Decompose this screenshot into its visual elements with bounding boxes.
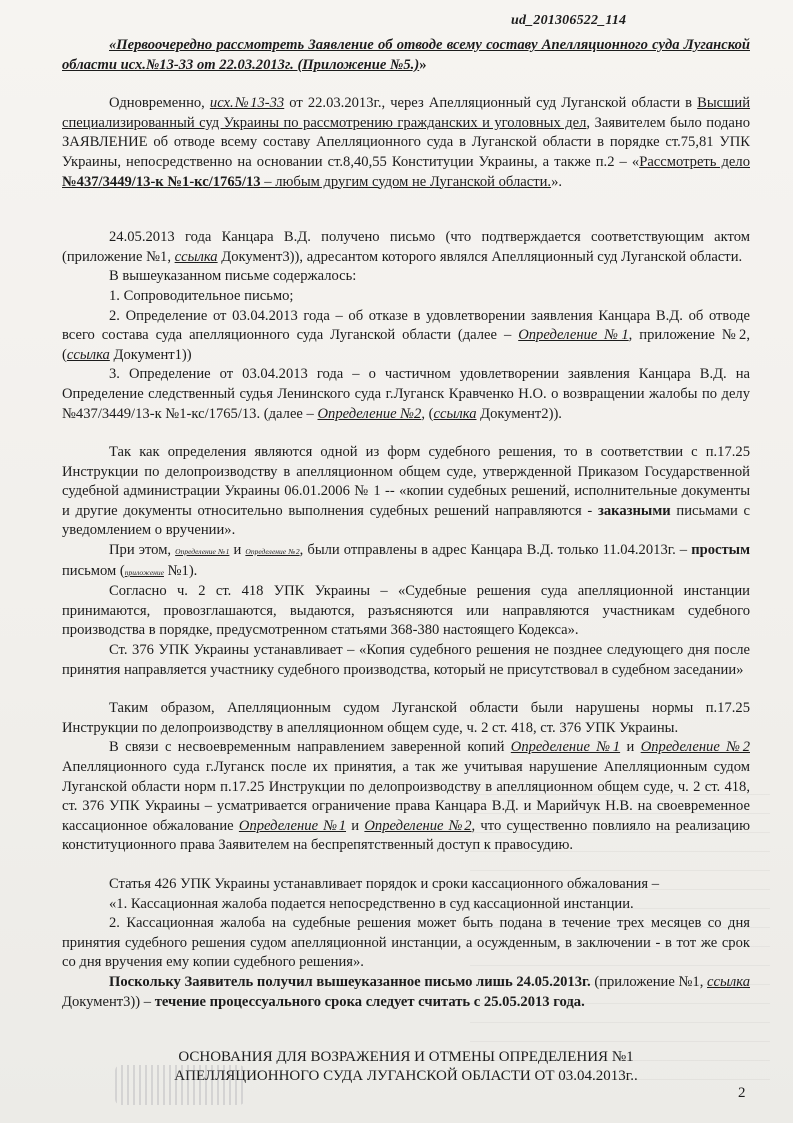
priority-request-text: «Первоочередно рассмотреть Заявление об отводе всему составу Апелляционного суда Луганской области исх.№13-33 от 22.03.2013г. (Приложение №5.) bbox=[62, 37, 750, 73]
paragraph-letter-contents: В вышеуказанном письме содержалось: bbox=[109, 268, 357, 285]
ruling-2-link[interactable]: Определение №2 bbox=[640, 739, 750, 756]
document2-link[interactable]: ссылка bbox=[433, 405, 477, 422]
paragraph-sent-by-simple-mail: При этом, Определение №1 и Определение №2, были отправлены в адрес Канцара В.Д. только 11.04.2013г. – простым письмом (приложение №1). bbox=[62, 542, 751, 579]
section-heading-line-1: ОСНОВАНИЯ ДЛЯ ВОЗРАЖЕНИЯ И ОТМЕНЫ ОПРЕДЕЛЕНИЯ №1 bbox=[178, 1049, 634, 1066]
document3-link[interactable]: ссылка bbox=[707, 973, 750, 990]
ruling-1-link[interactable]: Определение №1 bbox=[238, 817, 347, 834]
document-id: ud_201306522_114 bbox=[511, 13, 627, 28]
ruling-1-link[interactable]: Определение №1 bbox=[510, 739, 621, 756]
outgoing-ref-link[interactable]: исх.№13-33 bbox=[209, 95, 285, 112]
document3-link[interactable]: ссылка bbox=[174, 248, 218, 265]
paragraph-article-426-part-1: «1. Кассационная жалоба подается непосредственно в суд кассационной инстанции. bbox=[109, 895, 634, 912]
paragraph-instruction-17-25: Так как определения являются одной из форм судебного решения, то в соответствии с п.17.25 Инструкции по делопроизводству в апелляционном общем суде, утвержденной Приказом Государственной судебной администрации Украины 06.01.2006 № 1 -- «копии судебных решений, исполнительные документы и другие документы относительно выполнения судебных решений направляются - заказными письмами с уведомлением о вручении». bbox=[62, 444, 751, 539]
ruling-2-small-link[interactable]: Определение №2 bbox=[245, 547, 300, 557]
ruling-1-small-link[interactable]: Определение №1 bbox=[175, 547, 230, 557]
case-number: №437/3449/13-к №1-кс/1765/13 bbox=[62, 173, 261, 190]
list-item-cover-letter: 1. Сопроводительное письмо; bbox=[109, 287, 294, 304]
paragraph-article-418: Согласно ч. 2 ст. 418 УПК Украины – «Судебные решения суда апелляционной инстанции принимаются, провозглашаются, выдаются, разъясняются или направляются участникам судебного производства в порядке, предусмотренном статьями 368-380 настоящего Кодекса». bbox=[62, 583, 750, 639]
paragraph-deadline-conclusion: Поскольку Заявитель получил вышеуказанное письмо лишь 24.05.2013г. (приложение №1, ссылка Документ3)) – течение процессуального срока следует считать с 25.05.2013 года. bbox=[62, 973, 750, 1010]
supreme-court-name: Высший специализированный суд Украины по рассмотрению гражданских и уголовных дел bbox=[62, 95, 751, 131]
section-heading-line-2: АПЕЛЛЯЦИОННОГО СУДА ЛУГАНСКОЙ ОБЛАСТИ ОТ 03.04.2013г.. bbox=[174, 1068, 638, 1085]
faded-stamp bbox=[115, 1065, 245, 1105]
paragraph-priority-request bbox=[62, 36, 750, 75]
ruling-2-link[interactable]: Определение №2 bbox=[364, 817, 472, 834]
appendix-small-link[interactable]: приложение bbox=[124, 567, 164, 577]
paragraph-article-426: Статья 426 УПК Украины устанавливает порядок и сроки кассационного обжалования – bbox=[109, 875, 660, 892]
paragraph-violation-conclusion: Таким образом, Апелляционным судом Луганской области были нарушены нормы п.17.25 Инструкции по делопроизводству в апелляционном общем суде, ч. 2 ст. 418, ст. 376 УПК Украины. bbox=[62, 700, 750, 736]
paragraph-article-376: Ст. 376 УПК Украины устанавливает – «Копия судебного решения не позднее следующего дня после принятия направляется участнику судебного производства, который не присутствовал в судебном заседании» bbox=[62, 642, 750, 678]
priority-request-close: » bbox=[419, 56, 427, 73]
page-number: 2 bbox=[738, 1085, 746, 1101]
paragraph-right-restriction: В связи с несвоевременным направлением заверенной копий Определение №1 и Определение №2 Апелляционного суда г.Луганск после их принятия, а так же учитывая нарушение Апелляционным судом Луганской области норм п.17.25 Инструкции по делопроизводству в апелляционном общем суде, ч. 2 ст. 418, ст. 376 УПК Украины – усматривается ограничение права Канцара В.Д. и Марийчук Н.В. на своевременное кассационное обжалование Определение №1 и Определение №2, что существенно повлияло на реализацию конституционного права Заявителем на беспрепятственный доступ к правосудию. bbox=[62, 739, 750, 854]
list-item-ruling-2: 3. Определение от 03.04.2013 года – о частичном удовлетворении заявления Канцара В.Д. на Определение следственный судья Ленинского суда г.Луганск Кравченко Н.О. о возвращении жалобы по делу №437/3449/13-к №1-кс/1765/13. (далее – Определение №2, (ссылка Документ2)). bbox=[62, 366, 750, 422]
paragraph-article-426-part-2: 2. Кассационная жалоба на судебные решения может быть подана в течение трех месяцев со дня принятия судебного решения судом апелляционной инстанции, а осужденным, в заключении - в тот же срок со дня вручения ему копии судебного решения». bbox=[62, 915, 750, 971]
document1-link[interactable]: ссылка bbox=[66, 346, 110, 363]
paragraph-simultaneous-filing: Одновременно, исх.№13-33 от 22.03.2013г., через Апелляционный суд Луганской области в Высший специализированный суд Украины по рассмотрению гражданских и уголовных дел, Заявителем было подано ЗАЯВЛЕНИЕ об отводе всему составу Апелляционного суда в Луганской области в порядке ст.75,81 УПК Украины, непосредственно на основании ст.8,40,55 Конституции Украины, а также п.2 – «Рассмотреть дело №437/3449/13-к №1-кс/1765/13 – любым другим судом не Луганской области.». bbox=[62, 95, 751, 190]
paragraph-letter-received: 24.05.2013 года Канцара В.Д. получено письмо (что подтверждается соответствующим актом (приложение №1, ссылка Документ3)), адресантом которого являлся Апелляционный суд Луганской области. bbox=[62, 229, 750, 265]
ruling-2-link[interactable]: Определение №2 bbox=[317, 405, 422, 422]
ruling-1-link[interactable]: Определение №1 bbox=[518, 327, 629, 344]
document-body bbox=[62, 36, 750, 1086]
list-item-ruling-1: 2. Определение от 03.04.2013 года – об отказе в удовлетворении заявления Канцара В.Д. об отводе всего состава суда апелляционного суда Луганской области (далее – Определение №1, приложение №2, (ссылка Документ1)) bbox=[62, 307, 750, 363]
